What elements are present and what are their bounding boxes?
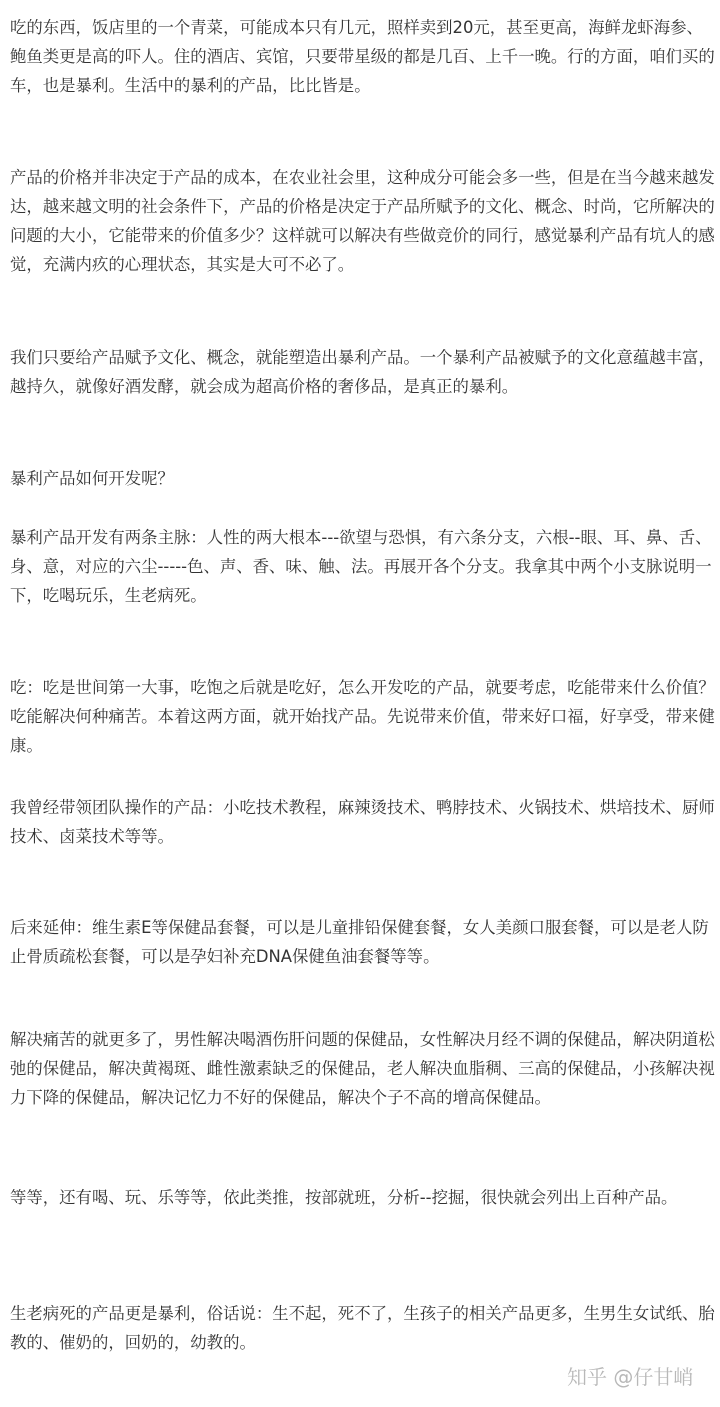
paragraph-5: 暴利产品开发有两条主脉：人性的两大根本---欲望与恐惧，有六条分支，六根--眼、耳、鼻、舌、身、意，对应的六尘-----色、声、香、味、触、法。再展开各个分支。我拿其中两个小支脉说明一下，吃喝玩乐，生老病死。 <box>10 528 712 605</box>
paragraph-6: 吃：吃是世间第一大事，吃饱之后就是吃好，怎么开发吃的产品，就要考虑，吃能带来什么价值？吃能解决何种痛苦。本着这两方面，就开始找产品。先说带来价值，带来好口福，好享受，带来健康。 <box>10 678 715 755</box>
paragraph-2: 产品的价格并非决定于产品的成本，在农业社会里，这种成分可能会多一些，但是在当今越来越发达，越来越文明的社会条件下，产品的价格是决定于产品所赋予的文化、概念、时尚，它所解决的问题的大小，它能带来的价值多少？这样就可以解决有些做竞价的同行，感觉暴利产品有坑人的感觉，充满内疚的心理状态，其实是大可不必了。 <box>10 168 715 274</box>
paragraph-1: 吃的东西，饭店里的一个青菜，可能成本只有几元，照样卖到20元，甚至更高，海鲜龙虾海参、鲍鱼类更是高的吓人。住的酒店、宾馆，只要带星级的都是几百、上千一晚。行的方面，咱们买的车，也是暴利。生活中的暴利的产品，比比皆是。 <box>10 18 715 95</box>
paragraph-11: 生老病死的产品更是暴利，俗话说：生不起，死不了，生孩子的相关产品更多，生男生女试纸、胎教的、催奶的，回奶的，幼教的。 <box>10 1304 715 1352</box>
paragraph-4-question: 暴利产品如何开发呢？ <box>10 469 174 488</box>
paragraph-10: 等等，还有喝、玩、乐等等，依此类推，按部就班，分析--挖掘，很快就会列出上百种产品。 <box>10 1188 678 1207</box>
paragraph-8: 后来延伸：维生素E等保健品套餐，可以是儿童排铅保健套餐，女人美颜口服套餐，可以是老人防止骨质疏松套餐，可以是孕妇补充DNA保健鱼油套餐等等。 <box>10 918 709 966</box>
paragraph-9: 解决痛苦的就更多了，男性解决喝酒伤肝问题的保健品，女性解决月经不调的保健品，解决阴道松弛的保健品，解决黄褐斑、雌性激素缺乏的保健品，老人解决血脂稠、三高的保健品，小孩解决视力下降的保健品，解决记忆力不好的保健品，解决个子不高的增高保健品。 <box>10 1030 715 1107</box>
paragraph-7: 我曾经带领团队操作的产品：小吃技术教程，麻辣烫技术、鸭脖技术、火锅技术、烘培技术、厨师技术、卤菜技术等等。 <box>10 798 715 846</box>
zhihu-watermark: 知乎 @仔甘峭 <box>567 1365 694 1389</box>
paragraph-3: 我们只要给产品赋予文化、概念，就能塑造出暴利产品。一个暴利产品被赋予的文化意蕴越丰富，越持久，就像好酒发酵，就会成为超高价格的奢侈品，是真正的暴利。 <box>10 348 715 396</box>
